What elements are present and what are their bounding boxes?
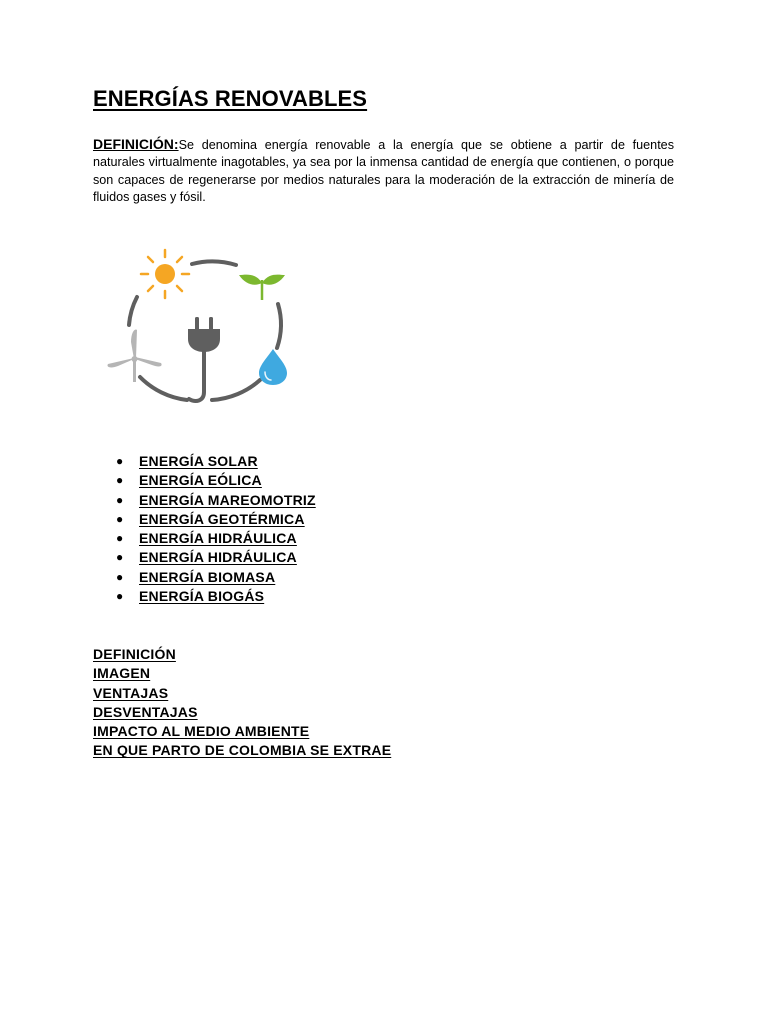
topics-list <box>93 645 391 761</box>
topic-imagen: IMAGEN <box>93 665 151 682</box>
plug-icon <box>188 317 220 401</box>
topic-desventajas: DESVENTAJAS <box>93 703 198 720</box>
bullet: ● <box>116 511 124 526</box>
topic-impacto-medio-ambiente: IMPACTO AL MEDIO AMBIENTE <box>93 723 310 740</box>
bullet: ● <box>116 531 124 546</box>
list-item-energia-biogas <box>113 587 316 606</box>
bullet: ● <box>116 589 124 604</box>
list-item-label: ENERGÍA BIOMASA <box>139 568 276 585</box>
page-title: ENERGÍAS RENOVABLES <box>93 86 368 111</box>
list-item-energia-solar <box>113 452 316 471</box>
list-item-energia-geotermica <box>113 510 316 529</box>
bullet: ● <box>116 454 124 468</box>
sun-icon <box>141 250 189 298</box>
list-item-energia-eolica <box>113 471 316 490</box>
energy-types-list <box>113 452 316 606</box>
list-item-label: ENERGÍA HIDRÁULICA <box>139 549 297 566</box>
bullet: ● <box>116 550 124 565</box>
definition-label: DEFINICIÓN: <box>93 136 179 152</box>
list-item-label: ENERGÍA HIDRÁULICA <box>139 530 297 547</box>
bullet: ● <box>116 569 124 584</box>
list-item-label: ENERGÍA BIOGÁS <box>139 588 265 605</box>
topic-definicion: DEFINICIÓN <box>93 646 176 662</box>
list-item-label: ENERGÍA GEOTÉRMICA <box>139 510 305 527</box>
wind-turbine-icon <box>107 330 161 383</box>
water-drop-icon <box>259 349 287 385</box>
list-item-energia-hidraulica-2 <box>113 548 316 567</box>
list-item-energia-hidraulica <box>113 529 316 548</box>
list-item-label: ENERGÍA EÓLICA <box>139 472 262 489</box>
renewable-energy-illustration <box>100 242 300 412</box>
list-item-energia-mareomotriz <box>113 491 316 510</box>
list-item-label: ENERGÍA MAREOMOTRIZ <box>139 491 316 508</box>
definition-paragraph <box>93 136 674 206</box>
bullet: ● <box>116 473 124 488</box>
topic-ventajas: VENTAJAS <box>93 684 169 701</box>
bullet: ● <box>116 492 124 507</box>
list-item-energia-biomasa <box>113 568 316 587</box>
definition-text: Se denomina energía renovable a la energía que se obtiene a partir de fuentes naturales virtualmente inagotables, ya sea por la inmensa cantidad de energía que contienen, o porque son capaces de regenerarse por medios naturales para la moderación de la extracción de minería de fluidos gases y fósil. <box>93 138 674 204</box>
list-item-label: ENERGÍA SOLAR <box>139 453 258 469</box>
sprout-icon <box>239 275 285 300</box>
topic-parte-colombia: EN QUE PARTO DE COLOMBIA SE EXTRAE <box>93 742 392 759</box>
